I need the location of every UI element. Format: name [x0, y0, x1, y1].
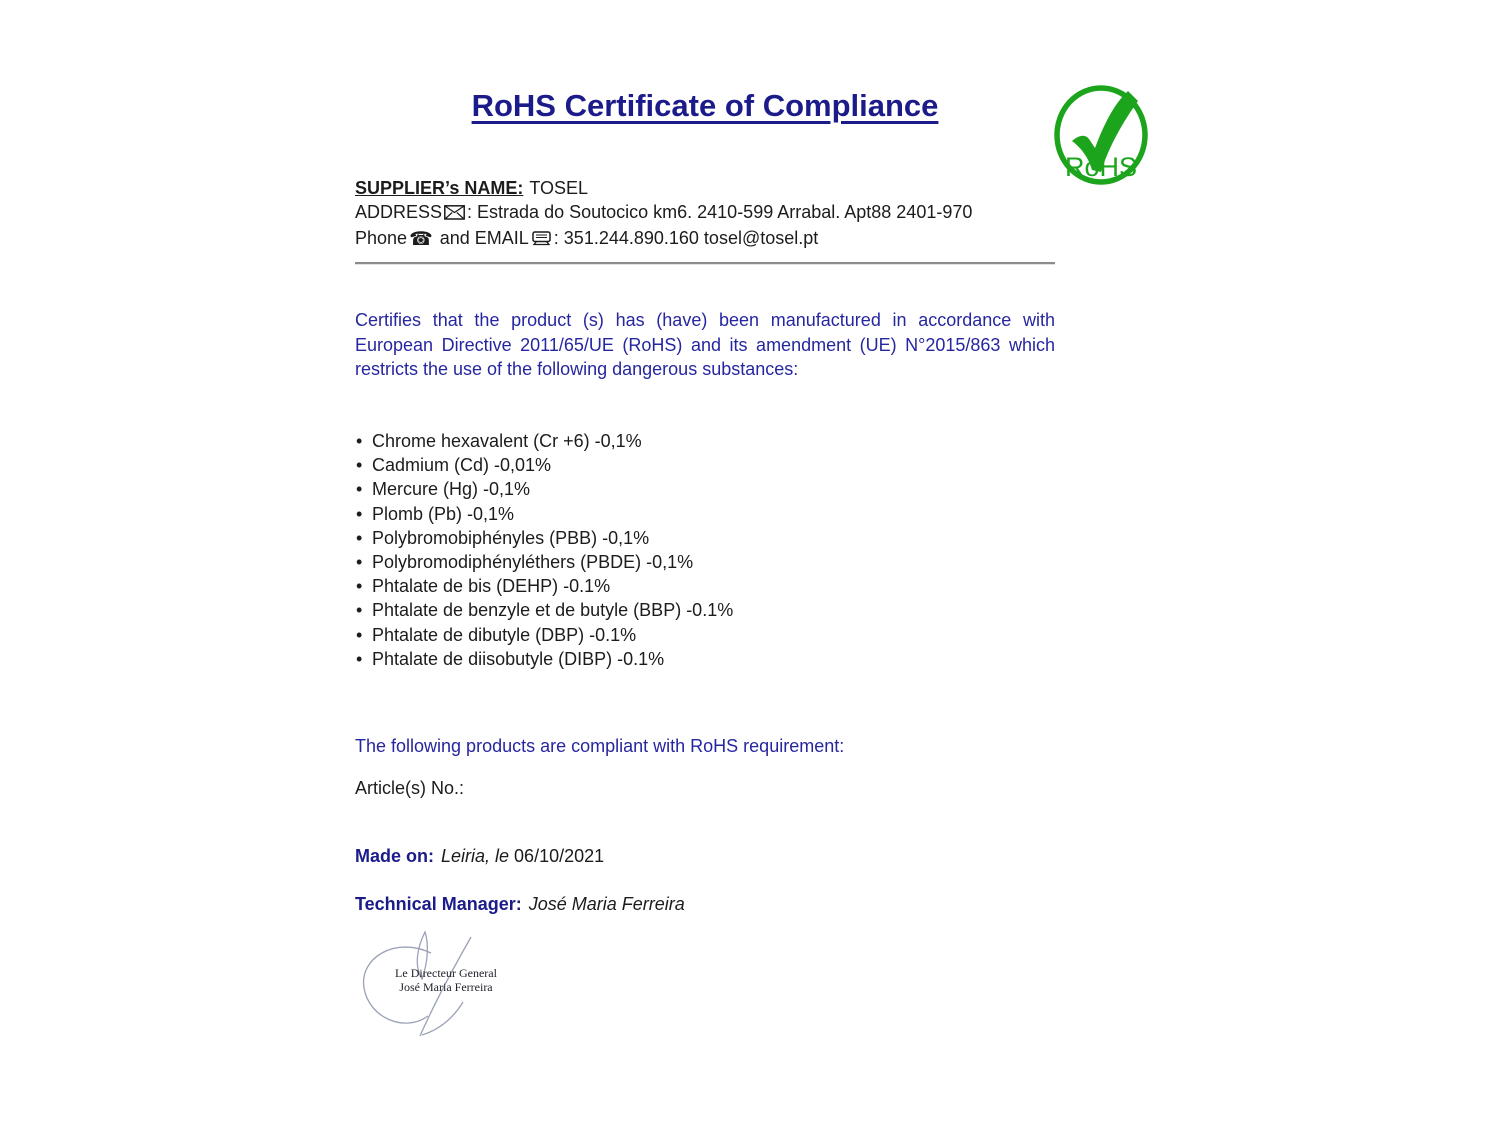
supplier-name-label: SUPPLIER’s NAME:	[355, 178, 524, 198]
made-on-date: 06/10/2021	[514, 846, 605, 866]
page-title	[355, 88, 1055, 124]
supplier-contact-line	[355, 226, 1075, 252]
substances-list	[355, 429, 1055, 671]
substance-item: • Cadmium (Cd) -0,01%	[355, 453, 1055, 477]
signature-name: José Maria Ferreira	[399, 980, 493, 994]
substance-item: • Phtalate de diisobutyle (DIBP) -0.1%	[355, 647, 1055, 671]
technical-manager-label: Technical Manager:	[355, 894, 522, 914]
compliance-statement: Certifies that the product (s) has (have) been manufactured in accordance with European Directive 2011/65/UE (RoHS) and its amendment (UE) N°2015/863 which restricts the use of the following dangerous substances:	[355, 310, 1055, 379]
article-number-line: Article(s) No.:	[355, 778, 465, 798]
phone-label: Phone	[355, 228, 408, 248]
rohs-logo	[1051, 82, 1151, 186]
signature-title: Le Directeur General	[395, 966, 497, 980]
page-title-text: RoHS Certificate of Compliance	[471, 88, 939, 123]
contact-value: : 351.244.890.160 tosel@tosel.pt	[553, 228, 819, 248]
made-on-place: Leiria, le	[441, 846, 510, 866]
supplier-name-line	[355, 176, 1075, 200]
substance-item: • Phtalate de bis (DEHP) -0.1%	[355, 574, 1055, 598]
supplier-address-line	[355, 200, 1075, 226]
substance-item: • Chrome hexavalent (Cr +6) -0,1%	[355, 429, 1055, 453]
made-on-label: Made on:	[355, 846, 434, 866]
substance-item: • Plomb (Pb) -0,1%	[355, 502, 1055, 526]
phone-icon: ☎	[409, 228, 433, 250]
envelope-icon	[444, 202, 465, 226]
technical-manager-name: José Maria Ferreira	[528, 894, 685, 914]
rohs-logo-graphic	[1051, 82, 1151, 186]
signature-block	[355, 922, 515, 1047]
products-compliant-line: The following products are compliant with RoHS requirement:	[355, 736, 845, 756]
logo-label: RoHS	[1064, 152, 1138, 182]
supplier-block	[355, 176, 1075, 252]
made-on-line	[355, 846, 1055, 867]
substance-item: • Polybromodiphényléthers (PBDE) -0,1%	[355, 550, 1055, 574]
address-label: ADDRESS	[355, 202, 443, 222]
supplier-name-value: TOSEL	[529, 178, 589, 198]
signature-text	[391, 966, 501, 994]
substance-item: • Phtalate de dibutyle (DBP) -0.1%	[355, 623, 1055, 647]
section-divider	[355, 262, 1055, 265]
technical-manager-line	[355, 894, 1055, 915]
substance-item: • Mercure (Hg) -0,1%	[355, 477, 1055, 501]
substance-item: • Polybromobiphényles (PBB) -0,1%	[355, 526, 1055, 550]
address-value: : Estrada do Soutocico km6. 2410-599 Arrabal. Apt88 2401-970	[467, 202, 973, 222]
email-label: and EMAIL	[439, 228, 529, 248]
keyboard-icon	[531, 228, 552, 252]
substance-item: • Phtalate de benzyle et de butyle (BBP) -0.1%	[355, 598, 1055, 622]
